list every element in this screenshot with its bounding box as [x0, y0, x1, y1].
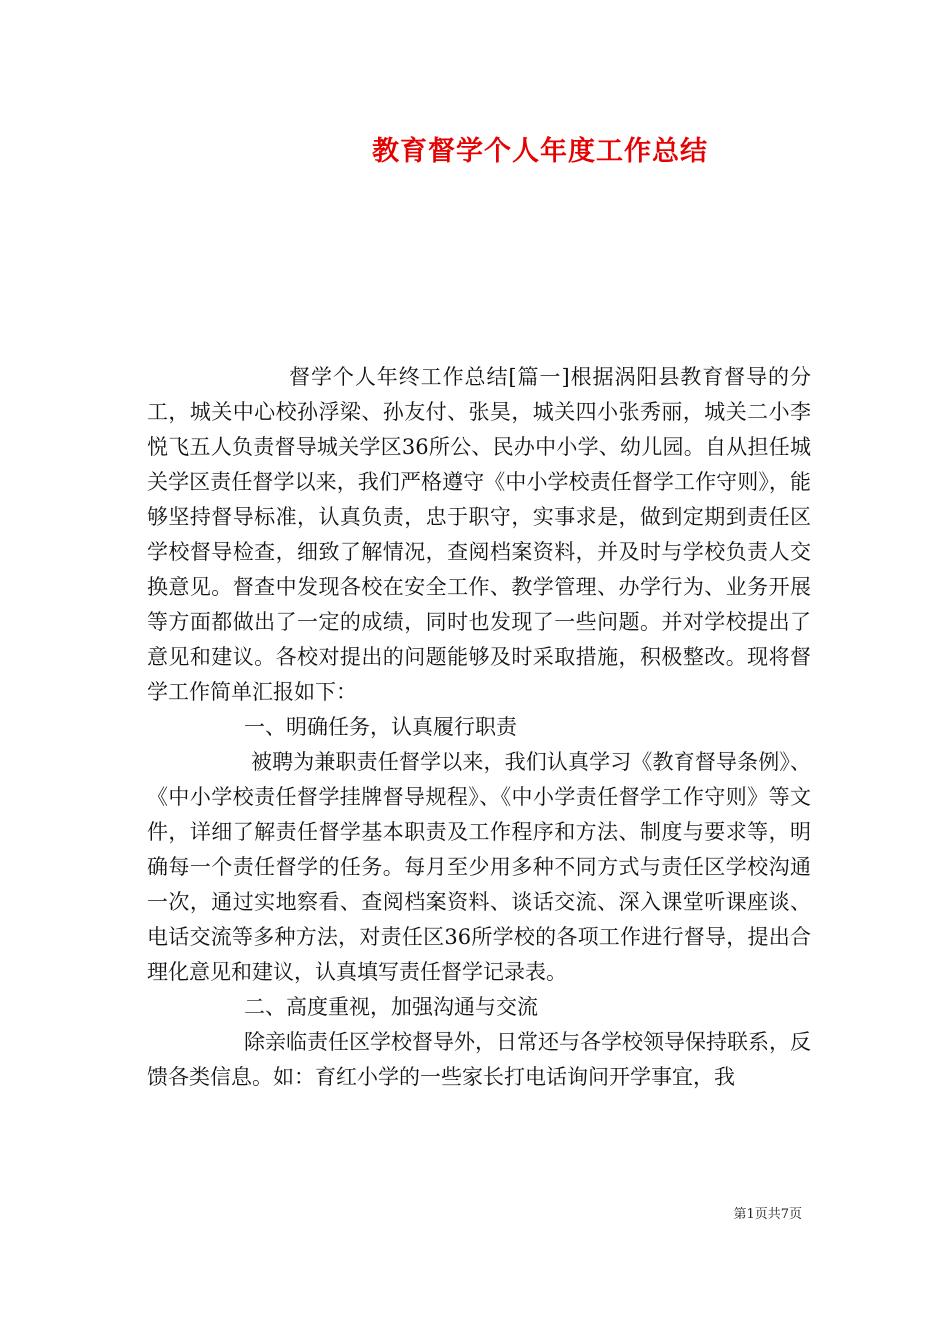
paragraph-intro: 督学个人年终工作总结[篇一]根据涡阳县教育督导的分工，城关中心校孙浮梁、孙友付、张昊，城关四小张秀丽，城关二小李悦飞五人负责督导城关学区36所公、民办中小学、幼儿园。自从担任城关学区责任督学以来，我们严格遵守《中小学校责任督学工作守则》，能够坚持督导标准，认真负责，忠于职守，实事求是，做到定期到责任区学校督导检查，细致了解情况，查阅档案资料，并及时与学校负责人交换意见。督查中发现各校在安全工作、教学管理、办学行为、业务开展等方面都做出了一定的成绩，同时也发现了一些问题。并对学校提出了意见和建议。各校对提出的问题能够及时采取措施，积极整改。现将督学工作简单汇报如下：: [147, 365, 811, 704]
paragraph-section-2: 除亲临责任区学校督导外，日常还与各学校领导保持联系，反馈各类信息。如：育红小学的一些家长打电话询问开学事宜，我: [147, 1030, 811, 1089]
paragraph-section-1: 被聘为兼职责任督学以来，我们认真学习《教育督导条例》、《中小学校责任督学挂牌督导规程》、《中小学责任督学工作守则》等文件，详细了解责任督学基本职责及工作程序和方法、制度与要求等，明确每一个责任督学的任务。每月至少用多种不同方式与责任区学校沟通一次，通过实地察看、查阅档案资料、谈话交流、深入课堂听课座谈、电话交流等多种方法，对责任区36所学校的各项工作进行督导，提出合理化意见和建议，认真填写责任督学记录表。: [147, 750, 811, 984]
page-number: 第1页共7页: [733, 1207, 802, 1222]
section-heading-1: 一、明确任务，认真履行职责: [244, 715, 517, 739]
page-title: 教育督学个人年度工作总结: [372, 136, 708, 167]
document-body: [147, 360, 811, 1095]
section-heading-2: 二、高度重视，加强沟通与交流: [244, 995, 538, 1019]
